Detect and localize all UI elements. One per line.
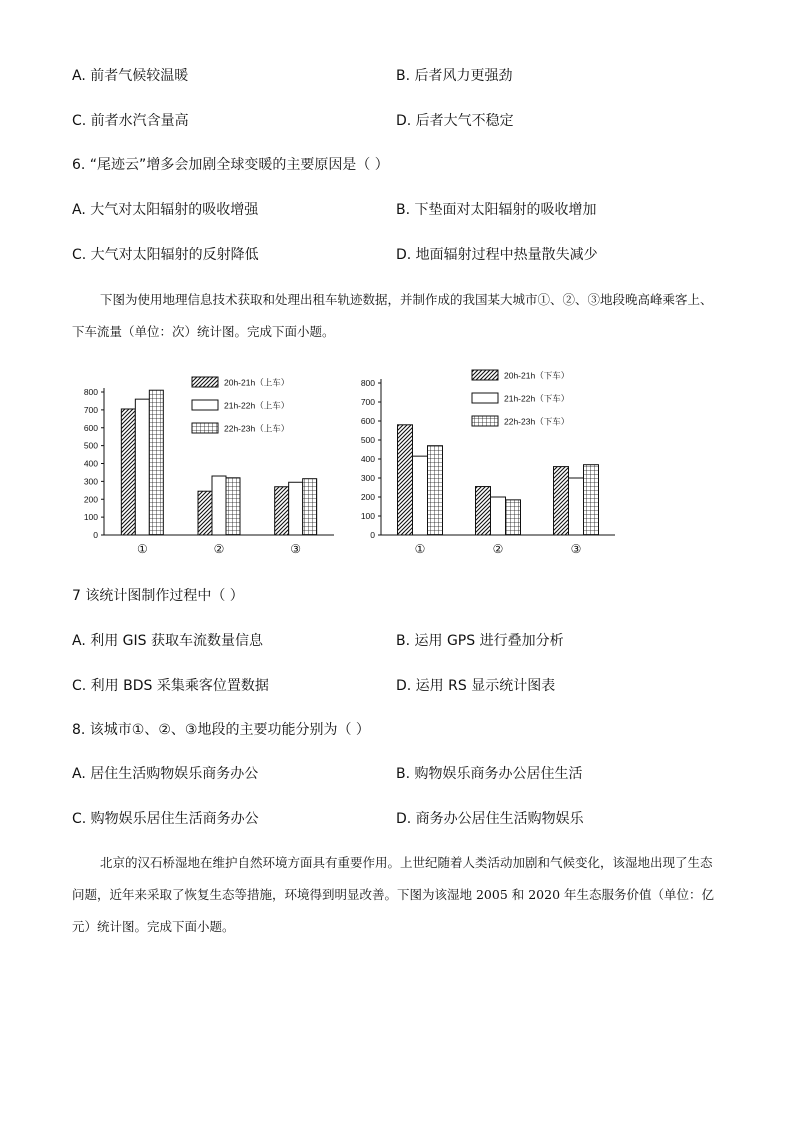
y-tick-label: 700 [83, 404, 98, 415]
legend-swatch [192, 377, 218, 387]
bar [491, 497, 506, 535]
legend-label: 21h-22h（下车） [504, 393, 570, 404]
intro-paragraph-taxi [72, 284, 722, 348]
bar [476, 487, 491, 535]
q8-option-c: C. 购物娱乐居住生活商务办公 [72, 811, 259, 827]
x-tick-label: ① [136, 542, 148, 556]
y-tick-label: 200 [83, 494, 98, 505]
q8-stem: 8. 该城市①、②、③地段的主要功能分别为（ ） [72, 722, 370, 738]
legend-label: 20h-21h（上车） [224, 377, 290, 388]
q5-option-c: C. 前者水汽含量高 [72, 113, 189, 129]
y-tick-label: 200 [360, 492, 375, 502]
bar [569, 478, 584, 535]
bar [506, 500, 521, 535]
legend-label: 21h-22h（上车） [224, 400, 290, 411]
legend-label: 20h-21h（下车） [504, 370, 570, 381]
q7-option-d: D. 运用 RS 显示统计图表 [396, 678, 556, 694]
bar [413, 456, 428, 535]
q6-option-c: C. 大气对太阳辐射的反射降低 [72, 247, 259, 263]
q6-option-a: A. 大气对太阳辐射的吸收增强 [72, 202, 259, 218]
y-tick-label: 800 [360, 378, 375, 388]
bar [198, 491, 212, 535]
y-tick-label: 500 [83, 440, 98, 451]
bar [212, 476, 226, 535]
y-tick-label: 100 [83, 512, 98, 523]
bar [584, 465, 599, 535]
bar [275, 487, 289, 535]
y-tick-label: 300 [360, 473, 375, 483]
y-tick-label: 500 [360, 435, 375, 445]
q7-option-a: A. 利用 GIS 获取车流数量信息 [72, 633, 263, 649]
legend-swatch [472, 393, 498, 403]
x-tick-label: ② [213, 542, 225, 556]
intro-paragraph-wetland-text: 北京的汉石桥湿地在维护自然环境方面具有重要作用。上世纪随着人类活动加剧和气候变化，该湿地出现了生态问题，近年来采取了恢复生态等措施，环境得到明显改善。下图为该湿地 2005 和 2020 年生态服务价值（单位：亿元）统计图。完成下面小题。 [72, 855, 715, 934]
y-tick-label: 800 [83, 387, 98, 397]
bar [121, 409, 135, 535]
y-tick-label: 0 [93, 530, 98, 540]
legend-label: 22h-23h（上车） [224, 423, 290, 434]
bar [398, 425, 413, 535]
bar [554, 467, 569, 535]
y-tick-label: 600 [83, 422, 98, 433]
bar [289, 482, 303, 535]
q6-stem: 6. “尾迹云”增多会加剧全球变暖的主要原因是（ ） [72, 157, 389, 173]
bar [303, 479, 317, 535]
intro-paragraph-taxi-text: 下图为使用地理信息技术获取和处理出租车轨迹数据，并制作成的我国某大城市①、②、③地段晚高峰乘客上、下车流量（单位：次）统计图。完成下面小题。 [72, 292, 713, 339]
y-tick-label: 600 [360, 416, 375, 426]
y-tick-label: 400 [360, 454, 375, 464]
y-tick-label: 400 [83, 458, 98, 469]
q5-option-a: A. 前者气候较温暖 [72, 68, 189, 84]
q8-option-a: A. 居住生活购物娱乐商务办公 [72, 766, 259, 782]
boarding-bar-chart [72, 362, 352, 562]
q8-option-b: B. 购物娱乐商务办公居住生活 [396, 766, 583, 782]
q7-option-c: C. 利用 BDS 采集乘客位置数据 [72, 678, 269, 694]
legend-swatch [192, 400, 218, 410]
alighting-bar-chart [350, 362, 630, 562]
x-tick-label: ② [492, 542, 504, 556]
legend-swatch [192, 423, 218, 433]
intro-paragraph-wetland [72, 847, 722, 943]
y-tick-label: 0 [370, 530, 375, 540]
bar [149, 390, 163, 535]
q6-option-d: D. 地面辐射过程中热量散失减少 [396, 247, 598, 263]
q6-option-b: B. 下垫面对太阳辐射的吸收增加 [396, 202, 597, 218]
legend-swatch [472, 370, 498, 380]
y-tick-label: 100 [360, 511, 375, 521]
q7-option-b: B. 运用 GPS 进行叠加分析 [396, 633, 564, 649]
q8-option-d: D. 商务办公居住生活购物娱乐 [396, 811, 584, 827]
legend-label: 22h-23h（下车） [504, 416, 570, 427]
bar [226, 478, 240, 535]
bar [135, 399, 149, 535]
legend-swatch [472, 416, 498, 426]
x-tick-label: ③ [290, 542, 302, 556]
q5-option-b: B. 后者风力更强劲 [396, 68, 513, 84]
y-tick-label: 300 [83, 476, 98, 487]
bar [428, 446, 443, 535]
q5-option-d: D. 后者大气不稳定 [396, 113, 514, 129]
x-tick-label: ③ [570, 542, 582, 556]
x-tick-label: ① [414, 542, 426, 556]
q7-stem: 7 该统计图制作过程中（ ） [72, 588, 244, 604]
y-tick-label: 700 [360, 397, 375, 407]
